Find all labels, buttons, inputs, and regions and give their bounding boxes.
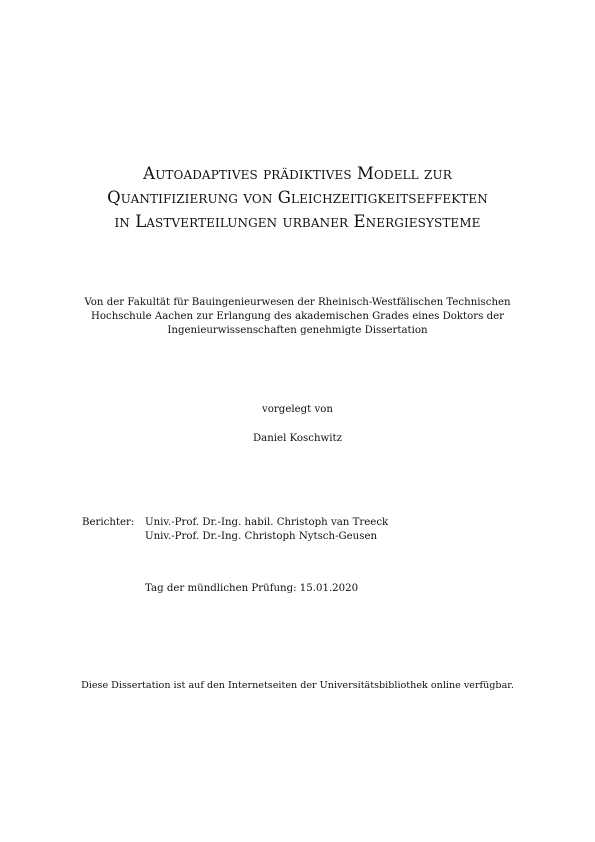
submitted-by-label: vorgelegt von [262, 404, 333, 415]
availability-note: Diese Dissertation ist auf den Internetseiten der Universitätsbibliothek online verfügbar. [81, 680, 514, 691]
author-name: Daniel Koschwitz [253, 433, 342, 444]
faculty-statement-line: Ingenieurwissenschaften genehmigte Dissertation [167, 325, 428, 336]
title-line: Quantifizierung von Gleichzeitigkeitseffekten [107, 188, 488, 207]
faculty-statement-line: Hochschule Aachen zur Erlangung des akademischen Grades eines Doktors der [90, 311, 505, 322]
title-line: in Lastverteilungen urbaner Energiesysteme [114, 212, 481, 231]
reviewer-name: Univ.-Prof. Dr.-Ing. habil. Christoph van Treeck [145, 517, 389, 528]
dissertation-title [60, 162, 535, 234]
reviewer-name: Univ.-Prof. Dr.-Ing. Christoph Nytsch-Geusen [145, 531, 378, 542]
reviewers-label: Berichter: [82, 517, 135, 528]
exam-date: Tag der mündlichen Prüfung: 15.01.2020 [145, 583, 359, 594]
faculty-statement-line: Von der Fakultät für Bauingenieurwesen der Rheinisch-Westfälischen Technischen [84, 297, 511, 308]
faculty-statement [70, 296, 525, 338]
title-line: Autoadaptives prädiktives Modell zur [143, 164, 452, 183]
